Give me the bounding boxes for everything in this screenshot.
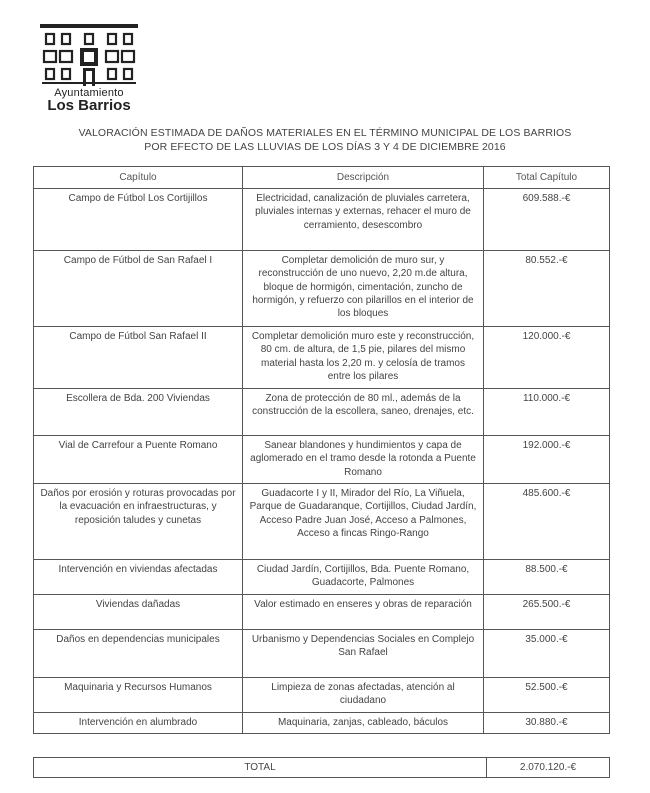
header-chapter: Capítulo xyxy=(34,167,243,189)
table-row xyxy=(34,630,610,678)
cell-total: 110.000.-€ xyxy=(484,389,610,436)
cell-total: 265.500.-€ xyxy=(484,595,610,630)
cell-chapter: Campo de Fútbol San Rafael II xyxy=(34,327,243,389)
table-row xyxy=(34,327,610,389)
table-row xyxy=(34,436,610,484)
table-header-row xyxy=(34,167,610,189)
cell-chapter: Viviendas dañadas xyxy=(34,595,243,630)
total-row xyxy=(34,758,610,778)
logo-line-2: Los Barrios xyxy=(47,97,131,114)
cell-total: 120.000.-€ xyxy=(484,327,610,389)
municipal-logo xyxy=(40,24,138,114)
table-row xyxy=(34,389,610,436)
cell-chapter: Campo de Fútbol Los Cortijillos xyxy=(34,189,243,251)
cell-total: 52.500.-€ xyxy=(484,678,610,712)
cell-description: Guadacorte I y II, Mirador del Río, La Viñuela, Parque de Guadaranque, Cortijillos, Ciudad Jardín, Acceso Padre Juan José, Acceso a Palmones, Acceso a fincas Ringo-Rango xyxy=(243,484,484,560)
table-row xyxy=(34,484,610,560)
cell-description: Ciudad Jardín, Cortijillos, Bda. Puente Romano, Guadacorte, Palmones xyxy=(243,560,484,595)
cell-description: Completar demolición muro este y reconstrucción, 80 cm. de altura, de 1,5 pie, pilares del mismo material hasta los 2,20 m. y celosía de tramos entre los pilares xyxy=(243,327,484,389)
cell-description: Urbanismo y Dependencias Sociales en Complejo San Rafael xyxy=(243,630,484,678)
cell-total: 80.552.-€ xyxy=(484,251,610,327)
title-line-2: POR EFECTO DE LAS LLUVIAS DE LOS DÍAS 3 Y 4 DE DICIEMBRE 2016 xyxy=(144,141,506,153)
table-row xyxy=(34,189,610,251)
town-hall-building-icon xyxy=(40,24,138,86)
table-row xyxy=(34,560,610,595)
table-row xyxy=(34,712,610,733)
header-description: Descripción xyxy=(243,167,484,189)
table-row xyxy=(34,251,610,327)
cell-total: 192.000.-€ xyxy=(484,436,610,484)
total-label: TOTAL xyxy=(34,758,487,778)
cell-chapter: Vial de Carrefour a Puente Romano xyxy=(34,436,243,484)
table-row xyxy=(34,678,610,712)
title-line-1: VALORACIÓN ESTIMADA DE DAÑOS MATERIALES EN EL TÉRMINO MUNICIPAL DE LOS BARRIOS xyxy=(78,127,572,139)
cell-chapter: Maquinaria y Recursos Humanos xyxy=(34,678,243,712)
cell-total: 485.600.-€ xyxy=(484,484,610,560)
cell-chapter: Daños en dependencias municipales xyxy=(34,630,243,678)
cell-total: 609.588.-€ xyxy=(484,189,610,251)
cell-description: Valor estimado en enseres y obras de reparación xyxy=(243,595,484,630)
cell-description: Zona de protección de 80 ml., además de la construcción de la escollera, saneo, drenajes, etc. xyxy=(243,389,484,436)
cell-chapter: Intervención en alumbrado xyxy=(34,712,243,733)
table-row xyxy=(34,595,610,630)
logo-line-1: Ayuntamiento xyxy=(54,87,124,99)
cell-chapter: Intervención en viviendas afectadas xyxy=(34,560,243,595)
damage-valuation-table xyxy=(33,166,610,734)
total-value: 2.070.120.-€ xyxy=(487,758,610,778)
cell-description: Maquinaria, zanjas, cableado, báculos xyxy=(243,712,484,733)
total-table xyxy=(33,757,610,778)
header-total: Total Capítulo xyxy=(484,167,610,189)
cell-total: 35.000.-€ xyxy=(484,630,610,678)
cell-description: Electricidad, canalización de pluviales carretera, pluviales internas y externas, rehacer el muro de cerramiento, desescombro xyxy=(243,189,484,251)
cell-total: 30.880.-€ xyxy=(484,712,610,733)
cell-chapter: Daños por erosión y roturas provocadas por la evacuación en infraestructuras, y reposición taludes y cunetas xyxy=(34,484,243,560)
document-title xyxy=(30,126,620,154)
cell-description: Limpieza de zonas afectadas, atención al ciudadano xyxy=(243,678,484,712)
cell-description: Completar demolición de muro sur, y reconstrucción de uno nuevo, 2,20 m.de altura, bloque de hormigón, cimentación, zuncho de hormigón, y refuerzo con pilarillos en el interior de los bloques xyxy=(243,251,484,327)
cell-description: Sanear blandones y hundimientos y capa de aglomerado en el tramo desde la rotonda a Puente Romano xyxy=(243,436,484,484)
cell-chapter: Campo de Fútbol de San Rafael I xyxy=(34,251,243,327)
cell-chapter: Escollera de Bda. 200 Viviendas xyxy=(34,389,243,436)
cell-total: 88.500.-€ xyxy=(484,560,610,595)
